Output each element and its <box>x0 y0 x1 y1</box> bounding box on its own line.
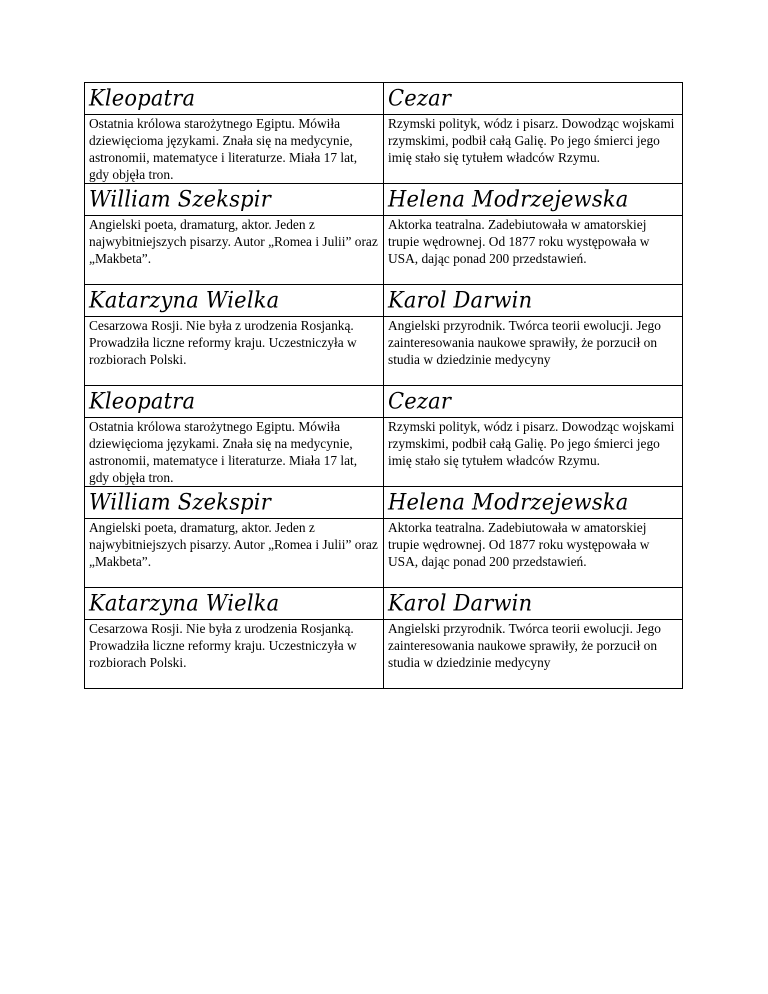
card-name-cell <box>384 285 683 317</box>
card-name-row <box>85 487 683 519</box>
card-name: William Szekspir <box>89 186 271 212</box>
card-description-cell <box>384 216 683 285</box>
card-description: Aktorka teatralna. Zadebiutowała w amatorskiej trupie wędrownej. Od 1877 roku występowała w USA, dając ponad 200 przedstawień. <box>388 520 650 569</box>
card-description-row <box>85 620 683 689</box>
card-name-cell <box>384 487 683 519</box>
card-name: William Szekspir <box>89 489 271 515</box>
card-description-cell <box>384 115 683 184</box>
card-description-cell <box>384 317 683 386</box>
card-name-cell <box>85 386 384 418</box>
card-description-row <box>85 115 683 184</box>
card-description: Angielski przyrodnik. Twórca teorii ewolucji. Jego zainteresowania naukowe sprawiły, że porzucił on studia w dziedzinie medycyny <box>388 318 661 367</box>
card-name-cell <box>85 184 384 216</box>
card-name-row <box>85 285 683 317</box>
card-name: Helena Modrzejewska <box>388 489 629 515</box>
card-name: Katarzyna Wielka <box>89 590 280 616</box>
card-description: Cesarzowa Rosji. Nie była z urodzenia Rosjanką. Prowadziła liczne reformy kraju. Uczestniczyła w rozbiorach Polski. <box>89 621 357 670</box>
cards-table <box>84 82 683 689</box>
card-name: Cezar <box>388 85 452 111</box>
card-description: Ostatnia królowa starożytnego Egiptu. Mówiła dziewięcioma językami. Znała się na medycynie, astronomii, matematyce i literaturze. Miała 17 lat, gdy objęła tron. <box>89 419 358 485</box>
card-description-cell <box>384 418 683 487</box>
card-name-row <box>85 386 683 418</box>
card-description-row <box>85 216 683 285</box>
card-name: Karol Darwin <box>388 590 533 616</box>
card-description: Rzymski polityk, wódz i pisarz. Dowodząc wojskami rzymskimi, podbił całą Galię. Po jego śmierci jego imię stało się tytułem władców Rzymu. <box>388 116 675 165</box>
card-description-cell <box>85 620 384 689</box>
card-name-cell <box>384 386 683 418</box>
card-description-row <box>85 519 683 588</box>
card-name: Karol Darwin <box>388 287 533 313</box>
card-name-cell <box>85 83 384 115</box>
card-name: Katarzyna Wielka <box>89 287 280 313</box>
card-description: Angielski poeta, dramaturg, aktor. Jeden z najwybitniejszych pisarzy. Autor „Romea i Julii” oraz „Makbeta”. <box>89 520 378 569</box>
card-name-row <box>85 184 683 216</box>
card-name: Kleopatra <box>89 85 196 111</box>
card-description: Angielski przyrodnik. Twórca teorii ewolucji. Jego zainteresowania naukowe sprawiły, że porzucił on studia w dziedzinie medycyny <box>388 621 661 670</box>
card-description-cell <box>85 317 384 386</box>
card-name-cell <box>384 184 683 216</box>
card-name-row <box>85 83 683 115</box>
card-description-cell <box>85 519 384 588</box>
card-description: Rzymski polityk, wódz i pisarz. Dowodząc wojskami rzymskimi, podbił całą Galię. Po jego śmierci jego imię stało się tytułem władców Rzymu. <box>388 419 675 468</box>
card-name: Helena Modrzejewska <box>388 186 629 212</box>
card-description-cell <box>85 216 384 285</box>
card-description: Ostatnia królowa starożytnego Egiptu. Mówiła dziewięcioma językami. Znała się na medycynie, astronomii, matematyce i literaturze. Miała 17 lat, gdy objęła tron. <box>89 116 358 182</box>
card-description-row <box>85 418 683 487</box>
card-name-cell <box>384 588 683 620</box>
card-name-row <box>85 588 683 620</box>
card-description-cell <box>85 418 384 487</box>
card-name: Kleopatra <box>89 388 196 414</box>
card-description-cell <box>85 115 384 184</box>
card-name-cell <box>85 487 384 519</box>
card-name-cell <box>384 83 683 115</box>
card-description: Angielski poeta, dramaturg, aktor. Jeden z najwybitniejszych pisarzy. Autor „Romea i Julii” oraz „Makbeta”. <box>89 217 378 266</box>
card-description: Cesarzowa Rosji. Nie była z urodzenia Rosjanką. Prowadziła liczne reformy kraju. Uczestniczyła w rozbiorach Polski. <box>89 318 357 367</box>
card-name-cell <box>85 285 384 317</box>
card-description-cell <box>384 620 683 689</box>
card-name: Cezar <box>388 388 452 414</box>
card-description: Aktorka teatralna. Zadebiutowała w amatorskiej trupie wędrownej. Od 1877 roku występowała w USA, dając ponad 200 przedstawień. <box>388 217 650 266</box>
card-description-cell <box>384 519 683 588</box>
card-description-row <box>85 317 683 386</box>
card-name-cell <box>85 588 384 620</box>
